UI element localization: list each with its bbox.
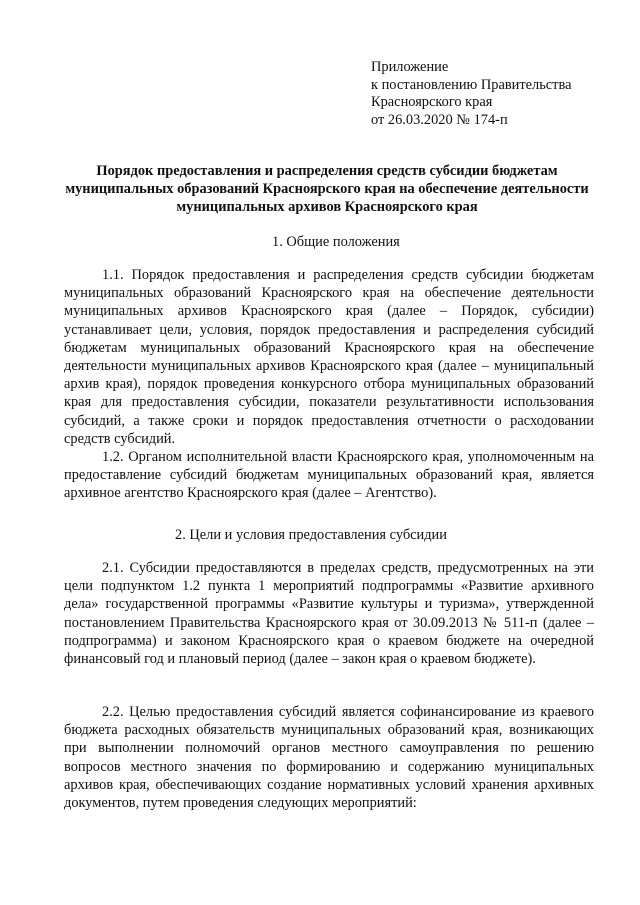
section-1-heading: 1. Общие положения bbox=[272, 234, 400, 250]
document-title: Порядок предоставления и распределения средств субсидии бюджетам муниципальных образований Красноярского края на обеспечение деятельности муниципальных архивов Красноярского края bbox=[65, 163, 589, 215]
appendix-line: к постановлению Правительства bbox=[371, 76, 572, 93]
appendix-line: Красноярского края bbox=[371, 94, 493, 110]
appendix-line: Приложение bbox=[371, 59, 449, 75]
paragraph-2-2: 2.2. Целью предоставления субсидий является софинансирование из краевого бюджета расходных обязательств муниципальных образований края, возникающих при выполнении полномочий органов местного самоуправления по решению вопросов местного значения по формированию и содержанию муниципальных архивов края, обеспечивающих создание нормативных условий хранения архивных документов, путем проведения следующих мероприятий: bbox=[64, 704, 594, 812]
appendix-block bbox=[371, 59, 571, 129]
paragraph-2-1: 2.1. Субсидии предоставляются в пределах средств, предусмотренных на эти цели подпунктом 1.2 пункта 1 мероприятий подпрограммы «Развитие архивного дела» государственной программы «Развитие культуры и туризма», утвержденной постановлением Правительства Красноярского края от 30.09.2013 № 511-п (далее – подпрограмма) и законом Красноярского края о краевом бюджете на очередной финансовый год и плановый период (далее – закон края о краевом бюджете). bbox=[64, 560, 594, 668]
appendix-date: от 26.03.2020 № 174-п bbox=[371, 111, 508, 128]
section-2-heading: 2. Цели и условия предоставления субсидии bbox=[175, 527, 447, 543]
paragraph-1-1: 1.1. Порядок предоставления и распределения средств субсидии бюджетам муниципальных образований Красноярского края на обеспечение деятельности муниципальных архивов Красноярского края (далее – Порядок, субсидии) устанавливает цели, условия, порядок предоставления и распределения субсидий бюджетам муниципальных образований Красноярского края на обеспечение деятельности муниципальных архивов Красноярского края (далее – муниципальный архив края), порядок проведения конкурсного отбора муниципальных образований края для предоставления субсидии, показатели результативности использования субсидий, а также сроки и порядок предоставления отчетности о расходовании средств субсидий. bbox=[64, 267, 594, 447]
paragraph-1-2: 1.2. Органом исполнительной власти Красноярского края, уполномоченным на предоставление субсидий бюджетам муниципальных образований края, является архивное агентство Красноярского края (далее – Агентство). bbox=[64, 449, 594, 502]
